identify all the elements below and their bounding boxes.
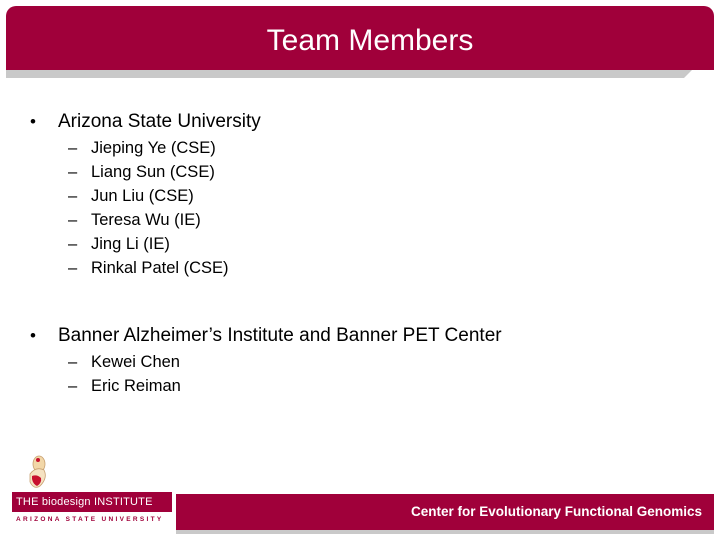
member-name: Jun Liu (CSE) [91,187,194,205]
dash-icon: – [68,163,78,181]
section-banner [30,322,690,398]
member-list [30,136,690,280]
section-heading: Banner Alzheimer’s Institute and Banner PET Center [58,325,502,346]
member-name: Kewei Chen [91,353,180,371]
dash-icon: – [68,187,78,205]
list-item [68,136,690,160]
dash-icon: – [68,353,78,371]
bullet-icon: • [30,326,36,345]
bullet-icon: • [30,112,36,131]
member-list [30,350,690,398]
list-item [68,232,690,256]
footer-center-name: Center for Evolutionary Functional Genomics [410,504,702,519]
list-item [68,256,690,280]
member-name: Eric Reiman [91,377,181,395]
section-heading: Arizona State University [58,111,261,132]
dash-icon: – [68,139,78,157]
list-item [68,350,690,374]
footer-divider [176,530,714,534]
dash-icon: – [68,235,78,253]
header-banner [6,6,714,70]
dash-icon: – [68,377,78,395]
slide-title: Team Members [266,24,474,57]
dash-icon: – [68,259,78,277]
member-name: Teresa Wu (IE) [91,211,201,229]
section-asu [30,108,690,280]
footer-bar [176,494,714,530]
header-underbar [6,70,692,78]
list-item [68,374,690,398]
list-item [68,208,690,232]
list-item [68,160,690,184]
member-name: Jieping Ye (CSE) [91,139,216,157]
member-name: Jing Li (IE) [91,235,170,253]
biodesign-logo [12,492,172,530]
biodesign-logo-icon [22,452,52,492]
logo-title: THE biodesign INSTITUTE [12,492,172,512]
list-item [68,184,690,208]
member-name: Liang Sun (CSE) [91,163,215,181]
content-area [30,108,690,398]
logo-subtitle: ARIZONA STATE UNIVERSITY [16,516,164,523]
member-name: Rinkal Patel (CSE) [91,259,229,277]
dash-icon: – [68,211,78,229]
